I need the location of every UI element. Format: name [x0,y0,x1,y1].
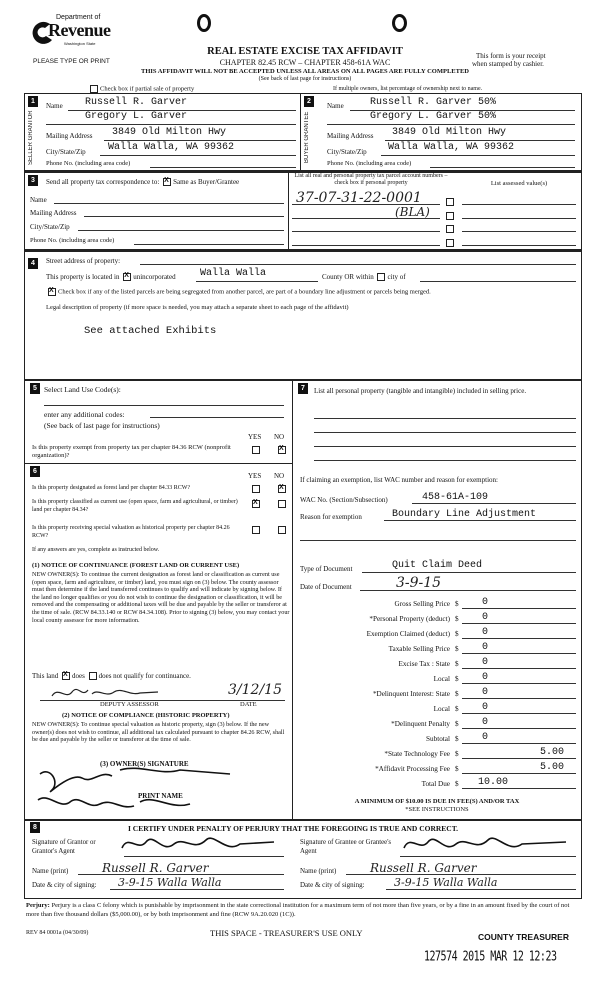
s6-if-yes: If any answers are yes, complete as instructed below. [32,547,160,553]
s1-city-label: City/State/Zip [46,148,86,156]
s6-q3-yes[interactable] [250,526,262,534]
fee-row-value[interactable]: 5.00 [540,762,565,773]
s7-date-label: Date of Document [300,583,352,591]
s8-grantor-name-label: Name (print) [32,867,69,875]
segregated-checkbox[interactable] [48,288,56,296]
s3-phone-label: Phone No. (including area code) [30,237,115,244]
treasurer-stamp: 127574 2015 MAR 12 12:23 [424,950,557,965]
s6-q3-no[interactable] [276,526,288,534]
s6-notice2-title: (2) NOTICE OF COMPLIANCE (HISTORIC PROPERTY) [62,712,230,719]
fee-row-value[interactable]: 0 [482,657,489,668]
s5-exempt-no[interactable] [276,446,288,454]
s7-type-label: Type of Document [300,565,353,573]
s5-yes: YES [248,433,262,441]
fee-row-value[interactable]: 10.00 [478,777,509,788]
fee-row-label: Local [433,675,450,683]
s4-county[interactable]: Walla Walla [200,268,267,279]
s7-see-instr: *SEE INSTRUCTIONS [405,806,469,813]
receipt-line2: when stamped by cashier. [472,60,544,68]
s7-personal: List all personal property (tangible and intangible) included in selling price. [314,387,527,395]
s8-certify: I CERTIFY UNDER PENALTY OF PERJURY THAT THE FOREGOING IS TRUE AND CORRECT. [128,824,459,833]
fee-row-dollar: $ [455,690,459,698]
s6-notice2-body: NEW OWNER(S): To continue special valuation as historic property, sign (3) below. If the new owner(s) does not wish to continue, all additional tax calculated pursuant to chapter 84.26 RCW, shall be due and payable by the seller or transferor at the time of sale. [32,721,285,744]
partial-sale-label: Check box if partial sale of property [100,85,195,93]
fee-row-dollar: $ [455,780,459,788]
city-checkbox[interactable] [377,273,385,281]
county-treasurer: COUNTY TREASURER [478,932,569,942]
s1-mail[interactable]: 3849 Old Milton Hwy [112,127,227,138]
section-1-number: 1 [28,96,38,107]
s6-deputy: DEPUTY ASSESSOR [100,701,159,708]
s7-date[interactable]: 3-9-15 [396,575,442,591]
seller-grantor-label: SELLER GRANTOR [28,110,34,165]
perjury-text: Perjury is a class C felony which is punishable by imprisonment in the state correctional institution for a maximum term of not more than five years, or by a fine in an amount fixed by the court of not more than five thousand dollars ($5,000.00), or by both imprisonment and fine (RCW 9A.20.020 (1C)). [26,902,570,918]
fee-row-value[interactable]: 0 [482,642,489,653]
s6-this-land-row [32,672,191,680]
fee-row-label: Total Due [421,780,450,788]
s6-q2-no[interactable] [276,500,288,508]
fee-row-dollar: $ [455,675,459,683]
s8-grantor-date-label: Date & city of signing: [32,881,97,889]
s8-grantor-name[interactable]: Russell R. Garver [102,861,209,875]
s7-minimum: A MINIMUM OF $10.00 IS DUE IN FEE(S) AND/OR TAX [354,798,520,805]
fee-row-dollar: $ [455,720,459,728]
s6-notice1-body: NEW OWNER(S): To continue the current designation as forest land or classification as current use (open space, farm and agriculture, or timber) land, you must sign on (3) below. The county assessor must then determine if the land transferred continues to qualify and will indicate by signing below. If the land no longer qualifies or you do not wish to continue the designation or classification, it will be removed and the compensating or additional taxes will be due and payable by the seller or transferor at the time of sale. (RCW 84.33.140 or RCW 84.34.108). Prior to signing (3) below, you may contact your local county assessor for more information. [32,571,290,624]
fee-row-label: Gross Selling Price [394,600,450,608]
fee-row-label: Local [433,705,450,713]
s5-no: NO [274,433,285,441]
section-4-box [24,251,582,381]
s6-q3: Is this property receiving special valuation as historical property per chapter 84.26 RCW? [32,525,230,539]
s6-q1-no[interactable] [276,485,288,493]
fee-row-label: *Delinquent Penalty [391,720,450,728]
section-6-number: 6 [30,466,40,477]
s5-see-back: (See back of last page for instructions) [44,421,160,430]
s3-city-label: City/State/Zip [30,223,70,231]
please-type: PLEASE TYPE OR PRINT [33,58,110,65]
s1-mail-label: Mailing Address [46,132,93,140]
fee-row-label: *Delinquent Interest: State [372,690,450,698]
receipt-line1: This form is your receipt [476,52,546,60]
see-back-header: (See back of last page for instructions) [258,76,352,82]
s1-city[interactable]: Walla Walla, WA 99362 [108,142,235,153]
s5-land-use: Select Land Use Code(s): [44,385,121,394]
s2-mail-label: Mailing Address [327,132,374,140]
perjury-label: Perjury: [26,902,50,909]
pp-checkbox-3[interactable] [444,225,456,233]
s7-wac[interactable]: 458-61A-109 [422,492,489,503]
logo-state: Washington State [64,41,96,46]
s7-wac-label: WAC No. (Section/Subsection) [300,496,388,504]
s7-reason-label: Reason for exemption [300,513,362,521]
s4-segregated-row [46,288,431,296]
buyer-grantee-label: BUYER GRANTEE [304,111,310,164]
section-8-number: 8 [30,822,40,833]
fee-row-label: *Affidavit Processing Fee [375,765,450,773]
section-3-number: 3 [28,175,38,186]
s6-yes: YES [248,472,262,480]
s4-city-of: city of [387,273,406,281]
form-title: REAL ESTATE EXCISE TAX AFFIDAVIT [207,46,403,57]
section-7-number: 7 [298,383,308,394]
multiple-owners: If multiple owners, list percentage of ownership next to name. [333,86,483,92]
s7-reason[interactable]: Boundary Line Adjustment [392,509,537,520]
partial-sale [88,85,194,93]
fee-row-dollar: $ [455,645,459,653]
fee-row-dollar: $ [455,765,459,773]
fee-row-label: Exemption Claimed (deduct) [366,630,450,638]
s3-assessed-head: List assessed value(s) [490,180,548,187]
fee-row-label: Taxable Selling Price [388,645,450,653]
s6-notice1-title: (1) NOTICE OF CONTINUANCE (FOREST LAND OR CURRENT USE) [32,562,240,569]
grantor-signature [114,830,284,858]
s6-date-signed: 3/12/15 [228,682,282,698]
dor-logo [30,14,120,54]
fee-row-label: Excise Tax : State [398,660,450,668]
s6-this-land: This land [32,672,59,680]
logo-dept-line1: Department of [56,14,101,21]
s3-list-head: List all real and personal property tax parcel account numbers – check box if personal property [294,173,448,186]
s1-phone-label: Phone No. (including area code) [46,160,131,167]
fee-row-dollar: $ [455,705,459,713]
s1-name1[interactable]: Russell R. Garver [85,97,188,108]
s6-qualify: qualify for continuance. [123,672,191,680]
s8-grantor-sig: Signature of Grantor or Grantor's Agent [32,839,96,855]
fee-row-label: *State Technology Fee [384,750,450,758]
s8-grantee-date-label: Date & city of signing: [300,881,365,889]
fee-row-dollar: $ [455,600,459,608]
fee-row-value[interactable]: 0 [482,612,489,623]
s4-unincorporated: unincorporated [133,273,176,281]
section-4-number: 4 [28,258,38,269]
fee-row-value[interactable]: 0 [482,702,489,713]
fee-row-label: *Personal Property (deduct) [369,615,450,623]
unincorporated-checkbox[interactable] [123,273,131,281]
s2-mail[interactable]: 3849 Old Milton Hwy [392,127,507,138]
fee-row-value[interactable]: 0 [482,717,489,728]
fee-row-label: Subtotal [426,735,450,743]
form-chapter: CHAPTER 82.45 RCW – CHAPTER 458-61A WAC [219,58,391,67]
logo-revenue: Revenue [48,20,111,40]
same-as-buyer-checkbox[interactable] [163,178,171,186]
form-warning: THIS AFFIDAVIT WILL NOT BE ACCEPTED UNLESS ALL AREAS ON ALL PAGES ARE FULLY COMPLETED [141,68,469,75]
s7-claim: If claiming an exemption, list WAC number and reason for exemption: [300,476,498,484]
fee-row-dollar: $ [455,615,459,623]
s6-no: NO [274,472,285,480]
s6-does: does [72,672,85,680]
s6-q2: Is this property classified as current use (open space, farm and agricultural, or timber) land per chapter 84.34? [32,499,238,513]
s2-phone-label: Phone No. (including area code) [327,160,412,167]
fee-row-dollar: $ [455,630,459,638]
fee-row-dollar: $ [455,735,459,743]
fee-row-value[interactable]: 0 [482,597,489,608]
fee-row-dollar: $ [455,750,459,758]
s5-exempt-q: Is this property exempt from property tax per chapter 84.36 RCW (nonprofit organization)? [32,444,231,459]
s8-grantee-date[interactable]: 3-9-15 Walla Walla [394,876,498,889]
punch-hole-left-icon [197,14,211,32]
s6-does-not: does not [98,672,123,680]
s4-county-label: County OR within [322,273,374,281]
punch-hole-right-icon [392,14,407,32]
pp-checkbox-2[interactable] [444,212,456,220]
s2-city-label: City/State/Zip [327,148,367,156]
fee-row-dollar: $ [455,660,459,668]
s2-name-label: Name [327,102,344,110]
s8-grantee-name[interactable]: Russell R. Garver [370,861,477,875]
s6-q2-yes[interactable] [250,500,262,508]
s6-date-label: DATE [240,701,257,708]
partial-sale-checkbox[interactable] [90,85,98,93]
fee-row-value[interactable]: 0 [482,627,489,638]
pp-checkbox-1[interactable] [444,198,456,206]
s6-q1: Is this property designated as forest land per chapter 84.33 RCW? [32,485,191,491]
section-5-number: 5 [30,383,40,394]
s2-city[interactable]: Walla Walla, WA 99362 [388,142,515,153]
s4-street-label: Street address of property: [46,257,121,265]
s3-parcel[interactable]: 37-07-31-22-0001 [296,190,422,206]
fee-row-value[interactable]: 5.00 [540,747,565,758]
fee-row-value[interactable]: 0 [482,687,489,698]
s3-mail-label: Mailing Address [30,209,77,217]
s8-grantee-sig: Signature of Grantee or Grantee's Agent [300,839,392,855]
s4-county-row [322,273,406,281]
s2-name2[interactable]: Gregory L. Garver 50% [370,111,497,122]
owner-signatures [30,764,260,816]
s6-print-name: PRINT NAME [138,792,183,800]
s7-type[interactable]: Quit Claim Deed [392,560,483,571]
fee-row-value[interactable]: 0 [482,672,489,683]
s8-grantor-date[interactable]: 3-9-15 Walla Walla [118,876,222,889]
s1-name2[interactable]: Gregory L. Garver [85,111,188,122]
s8-grantor-sig-label [32,838,122,856]
does-checkbox[interactable] [62,672,70,680]
perjury-notice [26,902,578,919]
s4-legal-label: Legal description of property (if more space is needed, you may attach a separate sheet to each page of the affidavit) [46,304,349,311]
s2-name1[interactable]: Russell R. Garver 50% [370,97,497,108]
s3-same-label: Same as Buyer/Grantee [173,178,240,186]
s4-located [46,273,176,281]
s1-name-label: Name [46,102,63,110]
s4-segregated: Check box if any of the listed parcels are being segregated from another parcel, are part of a boundary line adjustment or parcels being merged. [58,288,431,296]
s3-parcel-note: (BLA) [395,205,430,219]
s4-located-label: This property is located in [46,273,120,281]
s3-send-label: Send all property tax correspondence to: [46,178,160,186]
treasurer-space: THIS SPACE - TREASURER'S USE ONLY [210,928,363,938]
s5-additional: enter any additional codes: [44,410,125,419]
grantee-signature [396,830,576,858]
s4-legal[interactable]: See attached Exhibits [84,325,217,337]
section-2-number: 2 [304,96,314,107]
s5-exempt-yes[interactable] [250,446,262,454]
s6-owner-sig: (3) OWNER(S) SIGNATURE [100,760,189,768]
fee-row-value[interactable]: 0 [482,732,489,743]
s8-grantee-sig-label [300,838,400,856]
s8-grantee-name-label: Name (print) [300,867,337,875]
s3-name-label: Name [30,196,47,204]
s3-send [46,178,239,186]
pp-checkbox-4[interactable] [444,239,456,247]
form-rev: REV 84 0001a (04/30/09) [26,930,89,936]
s6-q1-yes[interactable] [250,485,262,493]
does-not-checkbox[interactable] [89,672,97,680]
